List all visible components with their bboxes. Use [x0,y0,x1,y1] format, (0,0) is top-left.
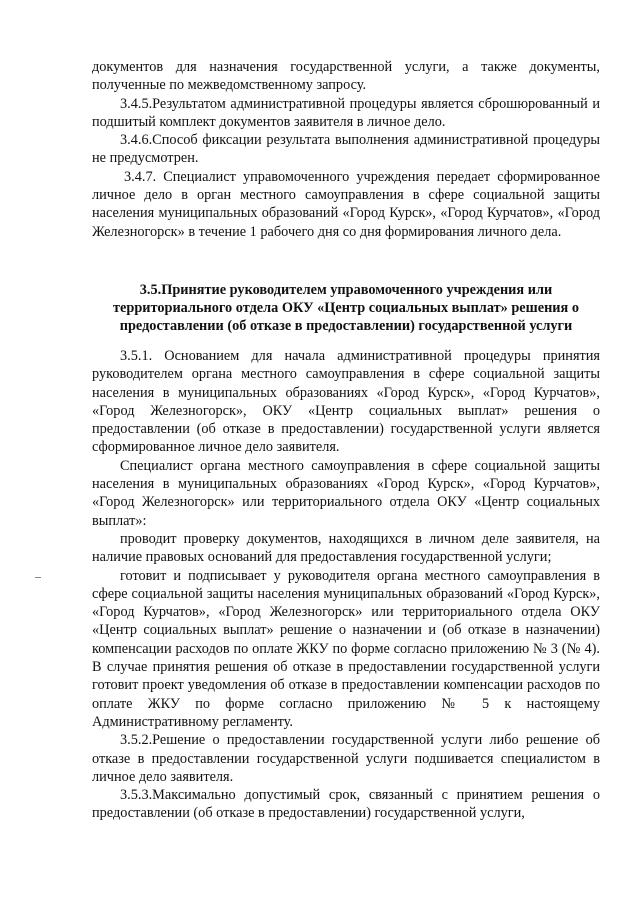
paragraph-check-documents: проводит проверку документов, находящихся в личном деле заявителя, на наличие правовых оснований для предоставления государственной услуги; [92,530,600,566]
paragraph-3-5-3: 3.5.3.Максимально допустимый срок, связанный с принятием решения о предоставлении (об отказе в предоставлении) государственной услуги, [92,787,600,822]
section-title-3-5: 3.5.Принятие руководителем управомоченного учреждения или территориального отдела ОКУ «Центр социальных выплат» решения о предоставлении (об отказе в предоставлении) государственной услуги [113,281,579,334]
paragraph-3-4-6: 3.4.6.Способ фиксации результата выполнения административной процедуры не предусмотрен. [92,132,600,167]
paragraph-3-5-1: 3.5.1. Основанием для начала административной процедуры принятия руководителем органа местного самоуправления в сфере социальной защиты населения в муниципальных образованиях «Город Курск», «Город Курчатов», «Город Железногорск», ОКУ «Центр социальных выплат» решения о предоставлении (об отказе в предоставлении) государственной услуги является сформированное личное дело заявителя. [92,347,600,456]
paragraph-prepare-decision: готовит и подписывает у руководителя органа местного самоуправления в сфере социальной защиты населения муниципальных образований «Город Курск», «Город Курчатов», «Город Железногорск» или территориального отдела ОКУ «Центр социальных выплат» решение о назначении и (об отказе в назначении) компенсации расходов по оплате ЖКУ по форме согласно приложению № 3 (№ 4). В случае принятия решения об отказе в предоставлении государственной услуги готовит проект уведомления об отказе в предоставлении компенсации расходов по оплате ЖКУ по форме согласно приложению № 5 к настоящему Административному регламенту. [92,567,600,730]
paragraph-3-4-5: 3.4.5.Результатом административной процедуры является сброшюрованный и подшитый комплект документов заявителя в личное дело. [92,95,600,130]
paragraph-continuation: документов для назначения государственной услуги, а также документы, полученные по межведомственному запросу. [92,59,600,94]
paragraph-specialist: Специалист органа местного самоуправления в сфере социальной защиты населения в муниципальных образованиях «Город Курск», «Город Курчатов», «Город Железногорск» или территориального отдела ОКУ «Центр социальных выплат»: [92,457,600,529]
margin-mark [35,577,41,578]
paragraph-3-5-2: 3.5.2.Решение о предоставлении государственной услуги либо решение об отказе в предоставлении государственной услуги подшивается специалистом в личное дело заявителя. [92,732,600,785]
paragraph-3-4-7: 3.4.7. Специалист управомоченного учреждения передает сформированное личное дело в орган местного самоуправления в сфере социальной защиты населения муниципальных образований «Город Курск», «Город Курчатов», «Город Железногорск» в течение 1 рабочего дня со дня формирования личного дела. [92,168,600,240]
document-page [92,58,600,823]
